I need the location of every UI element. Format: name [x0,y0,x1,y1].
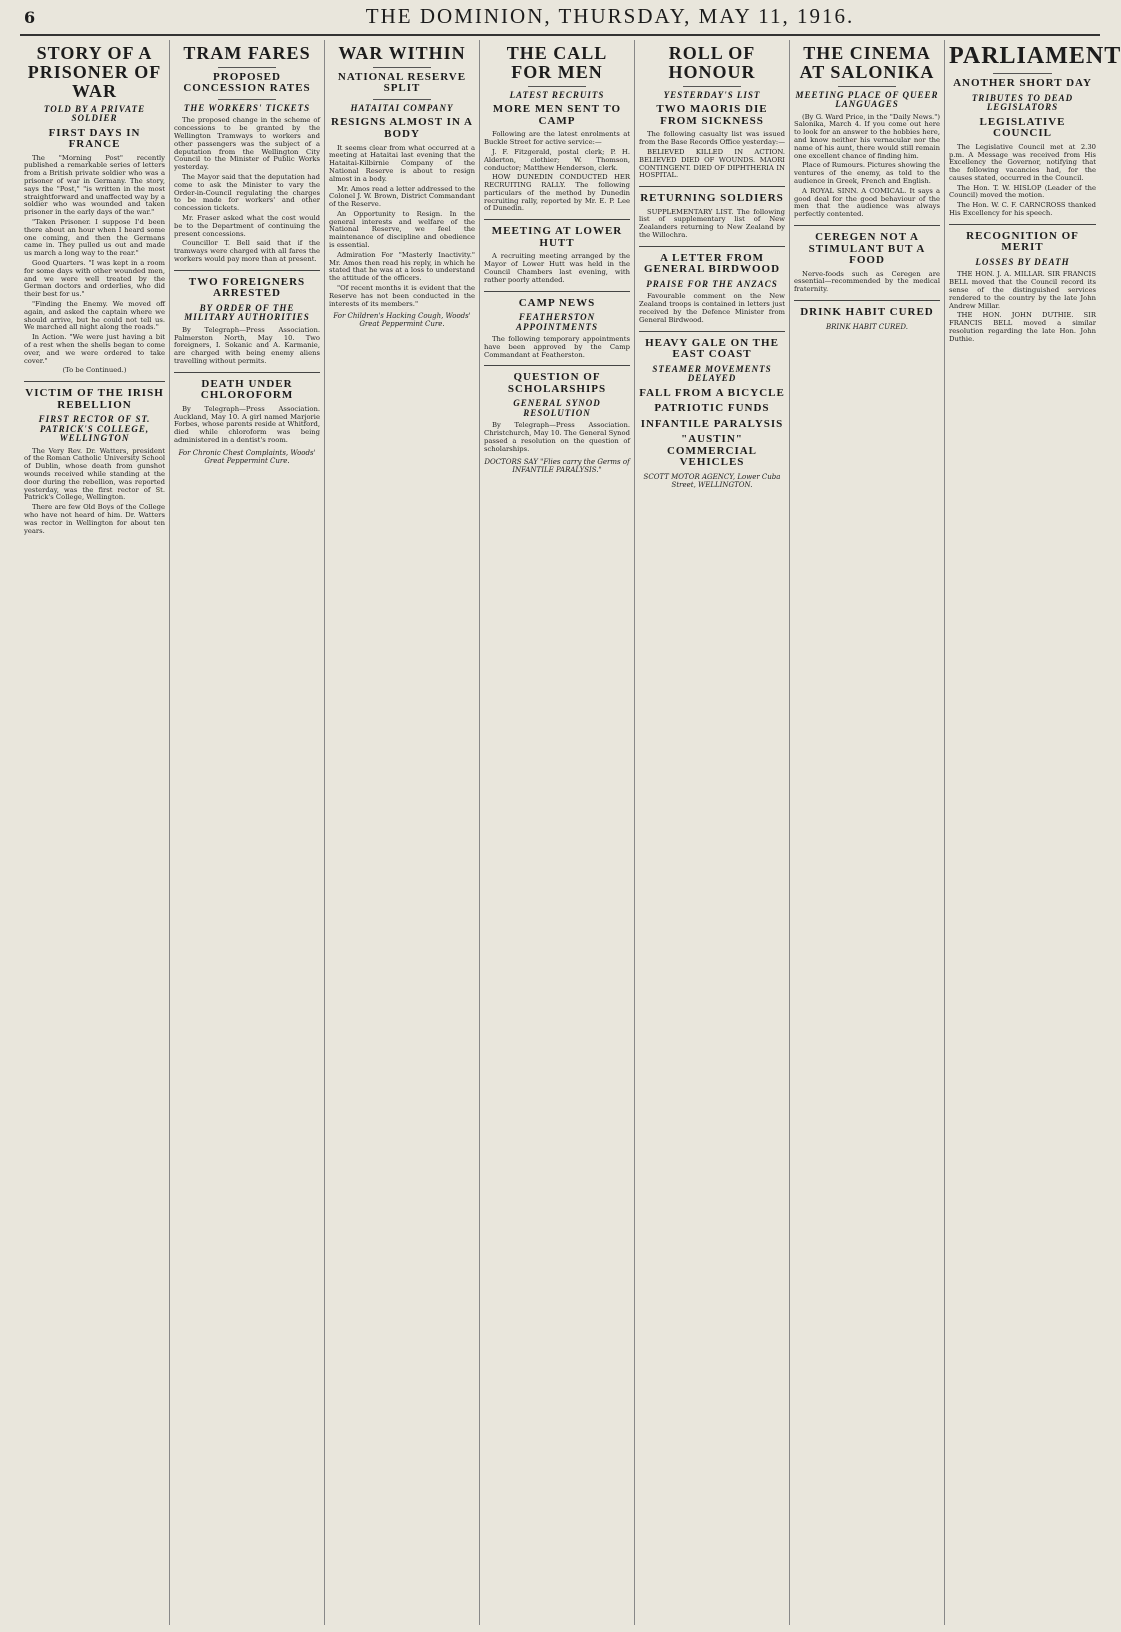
subhead: STEAMER MOVEMENTS DELAYED [652,363,772,384]
section-head: LEGISLATIVE COUNCIL [979,115,1066,140]
section-head: PATRIOTIC FUNDS [654,402,770,415]
paragraph: Good Quarters. "I was kept in a room for some days with other wounded men, and we were well treated by the German doctors and orderlies, who did their best for us." [24,259,165,299]
section-head: TWO MAORIS DIE FROM SICKNESS [656,103,768,127]
subhead: PROPOSED CONCESSION RATES [183,70,311,95]
paragraph: THE HON. J. A. MILLAR. SIR FRANCIS BELL moved that the Council record its sense of the distinguished services rendered to the country by the late John Andrew Millar. [949,270,1096,310]
advertisement: For Children's Hacking Cough, Woods' Great Peppermint Cure. [333,312,471,329]
article-body [639,131,785,180]
advertisement: For Chronic Chest Complaints, Woods' Great Peppermint Cure. [178,448,316,465]
article-body [174,117,320,263]
paragraph: Place of Rumours. Pictures showing the ventures of the enemy, as told to the audience in Greek, French and English. [794,161,940,186]
article-body [484,253,630,284]
paragraph: The following temporary appointments have been approved by the Camp Commandant at Featherston. [484,334,630,359]
section-head: RETURNING SOLDIERS [640,192,784,205]
masthead [0,0,1114,36]
divider [373,67,431,68]
advertisement: SCOTT MOTOR AGENCY, Lower Cuba Street, WELLINGTON. [643,472,781,489]
divider [484,365,630,366]
paragraph: An Opportunity to Resign. In the general interests and welfare of the National Reserve, we feel the maintenance of discipline and obedience is essential. [329,209,475,250]
divider [174,270,320,271]
section-head: FALL FROM A BICYCLE [639,386,785,399]
article-body [24,155,165,376]
paragraph: There are few Old Boys of the College who have not heard of him. Dr. Watters was rector in Wellington for about ten years. [24,503,165,535]
section-head: HEAVY GALE ON THE EAST COAST [645,336,779,361]
headline: WAR WITHIN [338,43,466,63]
page-number: 6 [24,8,36,27]
article-body [484,422,630,453]
subhead: TRIBUTES TO DEAD LEGISLATORS [971,92,1074,113]
paragraph: By Telegraph—Press Association. Auckland, May 10. A girl named Marjorie Forbes, whose parents reside at Whitford, died while chloroform was being administered in a dentist's room. [174,404,320,444]
paragraph: HOW DUNEDIN CONDUCTED HER RECRUITING RALLY. The following particulars of the method by Dunedin recruiting rally, reported by Mr. E. P. Lee of Dunedin. [484,173,630,213]
article-body [949,271,1096,343]
section-head: "AUSTIN" COMMERCIAL VEHICLES [666,433,758,469]
section-head: A LETTER FROM GENERAL BIRDWOOD [643,251,781,276]
article-body [794,114,940,219]
divider [24,381,165,382]
subhead: FEATHERSTON APPOINTMENTS [515,312,598,332]
paragraph: SUPPLEMENTARY LIST. The following list of supplementary list of New Zealanders returning to New Zealand by the Willochra. [639,207,785,240]
subhead: FIRST RECTOR OF ST. PATRICK'S COLLEGE, WELLINGTON [38,414,151,444]
divider [218,67,276,68]
column-7 [945,40,1121,1625]
headline: THE CALL FOR MEN [506,43,608,82]
article-body [484,131,630,213]
article-body [174,327,320,366]
column-3 [325,40,480,1625]
paragraph: Councillor T. Bell said that if the tramways were charged with all fares the workers would pay more than at present. [174,239,320,263]
section-head: QUESTION OF SCHOLARSHIPS [507,371,607,395]
article-body [329,145,475,309]
article-body [949,144,1096,218]
paragraph: The "Morning Post" recently published a remarkable series of letters from a British private soldier who was a prisoner of war in Germany. The story, says the "Post," "is written in the most straightforward and unaffected way by a soldier who was wounded and taken prisoner in the early days of the war." [24,153,165,217]
column-2 [170,40,325,1625]
subhead: NATIONAL RESERVE SPLIT [337,70,467,95]
paragraph: By Telegraph—Press Association. Palmerston North, May 10. Two foreigners, I. Sokanic and A. Karmanie, are charged with being enemy aliens travelling without permits. [174,325,320,365]
divider [639,331,785,332]
subhead: LATEST RECRUITS [509,89,605,100]
column-4 [480,40,635,1625]
subhead: MEETING PLACE OF QUEER LANGUAGES [795,89,939,110]
paragraph: Admiration For "Masterly Inactivity." Mr. Amos then read his reply, in which he stated that he was at a loss to understand the attitude of the officers. [329,250,475,283]
masthead-rule [20,34,1100,36]
column-1 [20,40,170,1625]
paragraph: THE HON. JOHN DUTHIE. SIR FRANCIS BELL moved a similar resolution regarding the late Hon. John Duthie. [949,311,1096,343]
paragraph: The following casualty list was issued from the Base Records Office yesterday:— [639,130,786,147]
paragraph: "Taken Prisoner. I suppose I'd been there about an hour when I heard some one coming, and then the Germans came in. They pulled us out and made us march a long way to the rear." [24,218,165,258]
section-head: CAMP NEWS [518,296,596,309]
paragraph: Mr. Fraser asked what the cost would be to the Department of continuing the present concessions. [174,213,320,238]
section-head: THE WORKERS' TICKETS [183,102,311,113]
divider [484,291,630,292]
divider [794,225,940,226]
article-body [484,336,630,359]
paragraph: "Of recent months it is evident that the Reserve has not been conducted in the interests of its members." [329,284,475,308]
column-6 [790,40,945,1625]
headline: TRAM FARES [183,43,311,63]
paragraph: The Very Rev. Dr. Watters, president of the Roman Catholic University School of Dublin, whose death from gunshot wounds received while standing at the door during the rebellion, was reported yesterday, was the first rector of St. Patrick's College, Wellington. [24,446,165,502]
divider [639,186,785,187]
divider [949,224,1096,225]
divider [794,300,940,301]
paragraph: Nerve-foods such as Ceregen are essential—recommended by the medical fraternity. [794,269,940,294]
divider [838,86,896,87]
paragraph: A ROYAL SINN. A COMICAL. It says a good deal for the good behaviour of the men that the audience was always perfectly contented. [794,186,940,219]
article-body [639,209,785,240]
subhead: LOSSES BY DEATH [975,256,1070,267]
headline: PARLIAMENT [949,43,1121,69]
paragraph: BELIEVED KILLED IN ACTION. BELIEVED DIED OF WOUNDS. MAORI CONTINGENT. DIED OF DIPHTHERIA IN HOSPITAL. [639,147,785,180]
paragraph: The Hon. T. W. HISLOP (Leader of the Council) moved the motion. [949,183,1096,200]
divider [373,99,431,100]
subhead: BY ORDER OF THE MILITARY AUTHORITIES [184,302,310,323]
paragraph: (To be Continued.) [62,366,127,375]
headline: THE CINEMA AT SALONIKA [799,43,935,82]
divider [639,246,785,247]
section-head: RESIGNS ALMOST IN A BODY [331,116,473,140]
divider [528,86,586,87]
advertisement: DOCTORS SAY "Flies carry the Germs of INFANTILE PARALYSIS." [484,457,630,474]
section-head: INFANTILE PARALYSIS [640,417,784,430]
divider [218,99,276,100]
headline: STORY OF A PRISONER OF WAR [27,43,162,101]
paragraph: A recruiting meeting arranged by the Mayor of Lower Hutt was held in the Council Chambers last evening, with rather poorly attended. [484,252,630,284]
subhead: GENERAL SYNOD RESOLUTION [513,398,601,418]
paragraph: J. F. Fitzgerald, postal clerk; P. H. Alderton, clothier; W. Thomson, conductor; Matthew Henderson, clerk. [484,147,630,172]
paragraph: In Action. "We were just having a bit of a rest when the shells began to come over, and we were ordered to take cover." [24,333,165,365]
paragraph: Following are the latest enrolments at Buckle Street for active service:— [484,130,630,147]
column-5 [635,40,790,1625]
section-head: HATAITAI COMPANY [350,102,454,113]
columns [20,40,1121,1625]
section-head: MEETING AT LOWER HUTT [491,225,623,249]
paragraph: By Telegraph—Press Association. Christchurch, May 10. The General Synod passed a resolution on the question of scholarships. [484,421,630,453]
divider [484,219,630,220]
subhead: TOLD BY A PRIVATE SOLDIER [43,103,146,124]
paragraph: (By G. Ward Price, in the "Daily News.") Salonika, March 4. If you come out here to look for an answer to the hobbies here, and know neither his vernacular nor the name of his aunt, there would still remain one excellent chance of finding him. [794,112,940,160]
section-head: TWO FOREIGNERS ARRESTED [188,275,306,300]
section-head: CEREGEN NOT A STIMULANT BUT A FOOD [808,231,926,267]
section-head: VICTIM OF THE IRISH REBELLION [25,387,164,411]
paragraph: The Hon. W. C. F. CARNCROSS thanked His Excellency for his speech. [949,201,1096,218]
section-head: MORE MEN SENT TO CAMP [492,103,622,127]
section-head: RECOGNITION OF MERIT [966,229,1079,254]
headline: ROLL OF HONOUR [668,43,756,82]
paragraph: The Mayor said that the deputation had come to ask the Minister to vary the Order-in-Council regulating the charges to be made for workers' and other concession tickets. [174,173,320,213]
paragraph: Favourable comment on the New Zealand troops is contained in letters just received by the Defence Minister from General Birdwood. [639,292,785,324]
subhead: ANOTHER SHORT DAY [953,77,1092,90]
article-body [639,293,785,324]
article-body [174,406,320,445]
divider [683,86,741,87]
paragraph: Mr. Amos read a letter addressed to the Colonel J. W. Brown, District Commandant of the Reserve. [329,184,475,209]
paragraph: "Finding the Enemy. We moved off again, and asked the captain where we should arrive, but he could not tell us. We marched all night along the roads." [24,299,165,332]
article-body [794,271,940,294]
advertisement: BRINK HABIT CURED. [826,322,908,331]
newspaper-title: THE DOMINION, THURSDAY, MAY 11, 1916. [365,4,855,28]
paragraph: The proposed change in the scheme of concessions to be granted by the Wellington Tramways to workers and other passengers was the subject of a deputation from the Wellington City Council to the Minister of Public Works yesterday. [174,116,320,172]
section-head: DEATH UNDER CHLOROFORM [200,377,294,402]
paragraph: The Legislative Council met at 2.30 p.m. A Message was received from His Excellency the Governor, notifying that the following vacancies had, for the causes stated, occurred in the Council. [949,142,1096,182]
divider [993,73,1052,74]
section-head: FIRST DAYS IN FRANCE [48,126,141,151]
section-head: DRINK HABIT CURED [800,306,934,319]
subhead: PRAISE FOR THE ANZACS [646,278,778,289]
article-body [24,448,165,536]
divider [174,372,320,373]
subhead: YESTERDAY'S LIST [663,89,761,100]
paragraph: It seems clear from what occurred at a meeting at Hataitai last evening that the Hataitai-Kilbirnie Company of the National Reserve is about to resign almost in a body. [329,143,475,183]
